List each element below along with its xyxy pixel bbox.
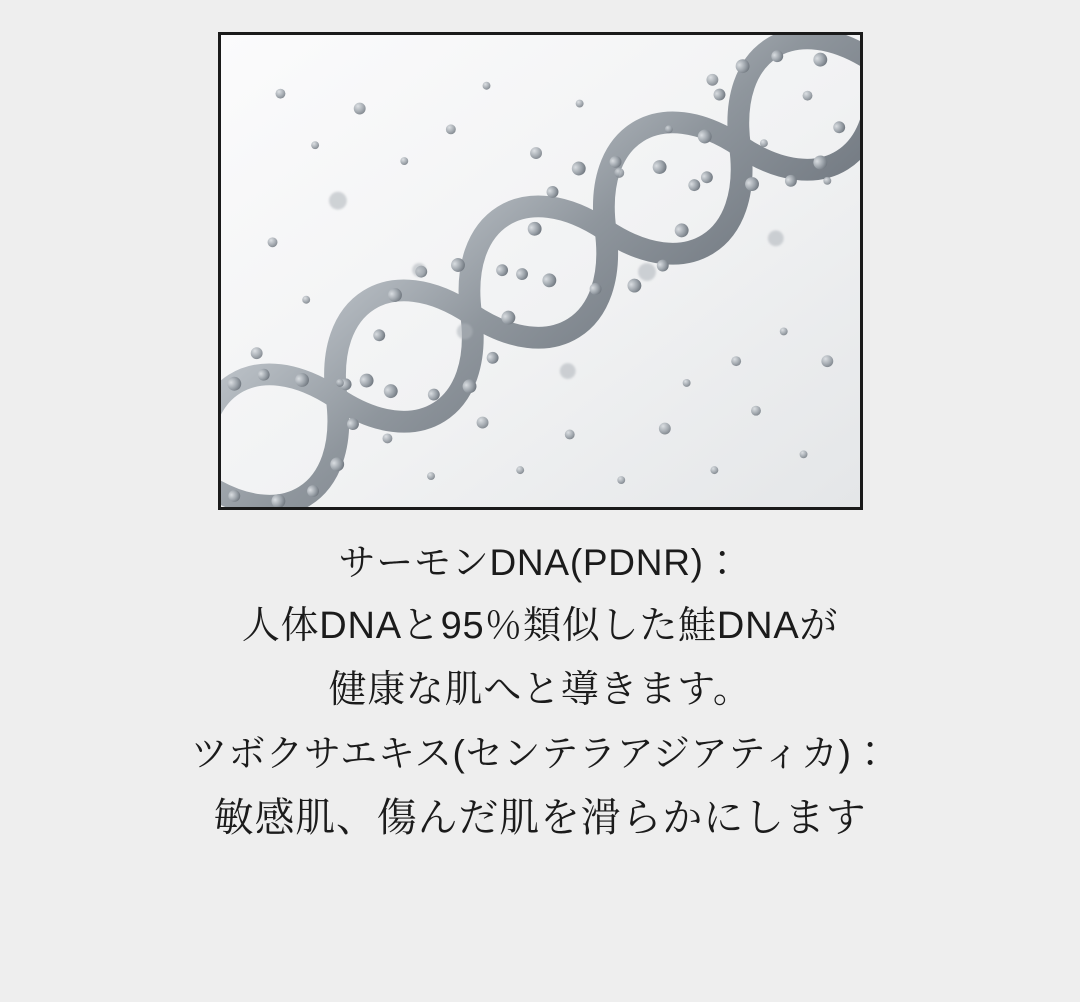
caption-block	[0, 528, 1080, 851]
dna-image-frame	[218, 32, 863, 510]
caption-line-4: ツボクサエキス(センテラアジアティカ)：	[190, 733, 890, 774]
caption-line-1: サーモンDNA(PDNR)：	[338, 542, 742, 583]
dna-double-helix-icon	[221, 35, 860, 507]
caption-line-5: 敏感肌、傷んだ肌を滑らかにします	[213, 796, 867, 840]
caption-line-2: 人体DNAと95％類似した鮭DNAが	[241, 605, 839, 647]
caption-line-3: 健康な肌へと導きます。	[328, 669, 752, 711]
